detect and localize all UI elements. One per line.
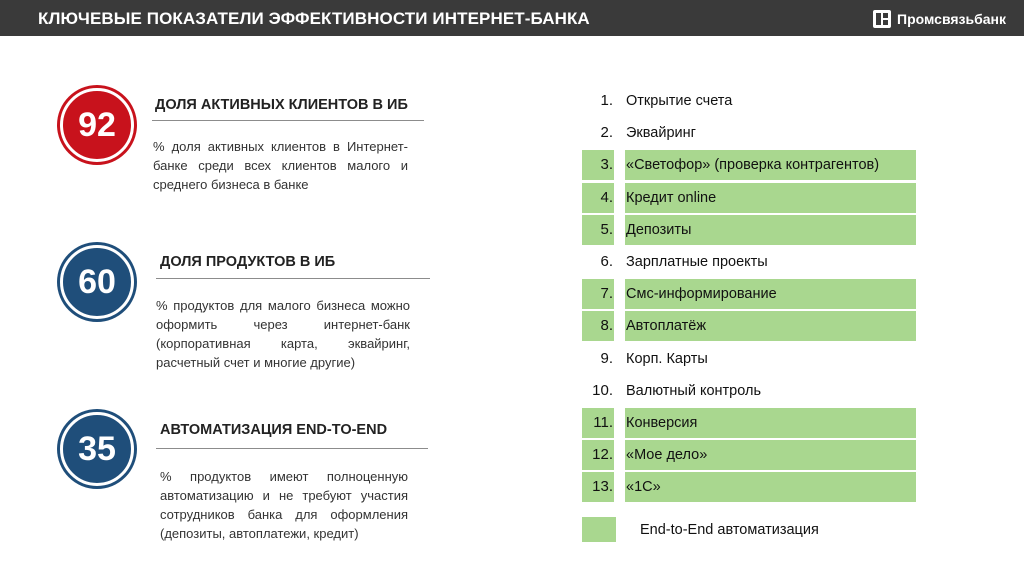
list-item-label: Депозиты bbox=[626, 221, 692, 238]
kpi-value: 60 bbox=[78, 262, 116, 301]
list-item-number: 5. bbox=[600, 220, 613, 238]
kpi-heading: ДОЛЯ ПРОДУКТОВ В ИБ bbox=[160, 254, 336, 270]
list-item bbox=[582, 150, 916, 180]
list-item-number: 4. bbox=[600, 188, 613, 206]
list-item-number: 6. bbox=[600, 253, 613, 270]
list-item-number: 10. bbox=[592, 381, 613, 399]
page-title: КЛЮЧЕВЫЕ ПОКАЗАТЕЛИ ЭФФЕКТИВНОСТИ ИНТЕРНЕТ-БАНКА bbox=[38, 9, 590, 28]
bank-logo bbox=[873, 8, 1006, 30]
kpi-divider bbox=[152, 120, 424, 121]
list-item bbox=[582, 408, 916, 438]
highlight-gap bbox=[614, 440, 625, 470]
list-item-number: 1. bbox=[600, 92, 613, 109]
list-item-label: Кредит online bbox=[626, 189, 717, 206]
list-item-number: 8. bbox=[600, 317, 613, 335]
kpi-heading: АВТОМАТИЗАЦИЯ END-TO-END bbox=[160, 422, 388, 438]
highlight-gap bbox=[614, 472, 625, 502]
kpi-value: 35 bbox=[78, 429, 116, 468]
kpi-description: % доля активных клиентов в Интернет-банке среди всех клиентов малого и среднего бизнеса в банке bbox=[153, 139, 408, 192]
legend-label: End-to-End автоматизация bbox=[640, 522, 819, 538]
list-item-label: «1С» bbox=[626, 479, 661, 496]
list-item-label: Эквайринг bbox=[626, 125, 696, 142]
list-item-number: 11. bbox=[593, 414, 613, 431]
highlight-gap bbox=[614, 215, 625, 245]
kpi-circle-products bbox=[60, 245, 134, 319]
list-item-label: «Мое дело» bbox=[626, 447, 708, 464]
list-item-number: 3. bbox=[600, 156, 613, 174]
legend-swatch bbox=[582, 517, 616, 542]
list-item-label: Зарплатные проекты bbox=[626, 254, 768, 270]
list-item-label: «Светофор» (проверка контрагентов) bbox=[626, 157, 880, 174]
list-item bbox=[582, 247, 916, 277]
highlight-gap bbox=[614, 311, 625, 341]
list-item bbox=[582, 86, 916, 116]
list-item bbox=[582, 344, 916, 374]
list-item bbox=[582, 183, 916, 213]
list-item-number: 9. bbox=[600, 349, 613, 367]
list-item bbox=[582, 472, 916, 502]
kpi-value: 92 bbox=[78, 105, 116, 144]
list-item-label: Валютный контроль bbox=[626, 382, 761, 399]
list-item-label: Автоплатёж bbox=[626, 318, 707, 335]
list-item-number: 12. bbox=[592, 446, 613, 464]
list-item-number: 2. bbox=[600, 124, 613, 142]
kpi-heading: ДОЛЯ АКТИВНЫХ КЛИЕНТОВ В ИБ bbox=[155, 97, 408, 113]
highlight-gap bbox=[614, 183, 625, 213]
kpi-divider bbox=[156, 448, 428, 449]
kpi-circle-automation bbox=[60, 412, 134, 486]
list-item-label: Открытие счета bbox=[626, 93, 733, 109]
list-item-label: Корп. Карты bbox=[626, 350, 708, 367]
bank-logo-text: Промсвязьбанк bbox=[897, 11, 1006, 27]
highlight-gap bbox=[614, 279, 625, 309]
kpi-description: % продуктов имеют полноценную автоматизацию и не требуют участия сотрудников банка для оформления (депозиты, автоплатежи, кредит) bbox=[160, 469, 408, 541]
list-item bbox=[582, 440, 916, 470]
list-item-number: 13. bbox=[592, 478, 613, 496]
list-item bbox=[582, 215, 916, 245]
list-item-number: 7. bbox=[600, 285, 613, 303]
kpi-divider bbox=[156, 278, 430, 279]
list-item bbox=[582, 279, 916, 309]
kpi-circle-active-clients bbox=[60, 88, 134, 162]
list-item-label: Смс-информирование bbox=[626, 286, 777, 303]
bank-logo-icon bbox=[873, 10, 891, 28]
highlight-gap bbox=[614, 408, 625, 438]
list-item bbox=[582, 118, 916, 148]
list-item bbox=[582, 376, 916, 406]
kpi-description: % продуктов для малого бизнеса можно оформить через интернет-банк (корпоративная карта, эквайринг, расчетный счет и многие другие) bbox=[156, 298, 410, 370]
header-bar bbox=[0, 0, 1024, 36]
highlight-gap bbox=[614, 150, 625, 180]
list-item-label: Конверсия bbox=[626, 415, 698, 431]
list-item bbox=[582, 311, 916, 341]
